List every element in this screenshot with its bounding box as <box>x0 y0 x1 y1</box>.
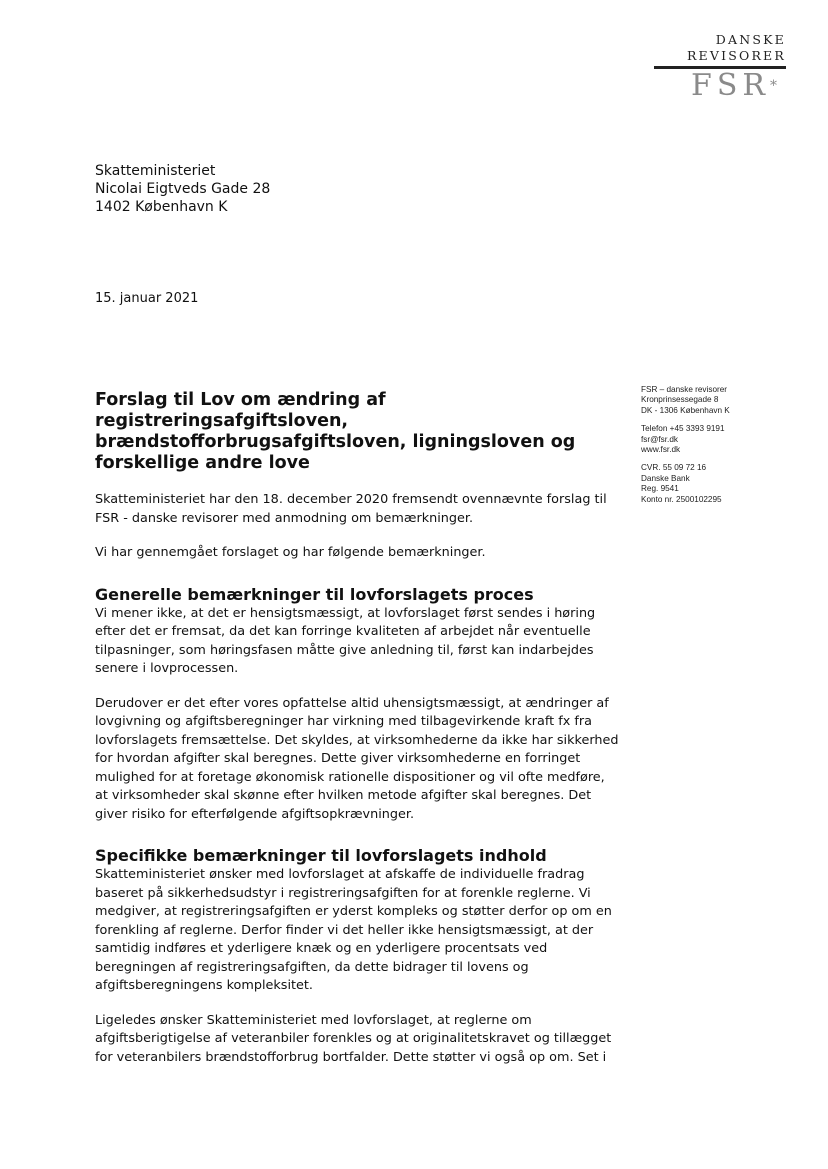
sender-contact <box>641 424 730 455</box>
text-line: at virksomheder skal skønne efter hvilken metode afgifter skal beregnes. Det <box>95 788 592 803</box>
sender-phone: Telefon +45 3393 9191 <box>641 424 725 434</box>
logo-mark <box>654 68 782 103</box>
text-line: Skatteministeriet har den 18. december 2020 fremsendt ovennævnte forslag til <box>95 492 607 507</box>
text-line: giver risiko for efterfølgende afgiftsopkrævninger. <box>95 806 415 822</box>
text-line: lovgivning og afgiftsberegninger har virkning med tilbagevirkende kraft fx fra <box>95 714 592 729</box>
title-line: registreringsafgiftsloven, <box>95 411 349 431</box>
sender-line: Konto nr. 2500102295 <box>641 494 722 504</box>
text-line: FSR - danske revisorer med anmodning om bemærkninger. <box>95 510 474 526</box>
text-line: forenkling af reglerne. Derfor finder vi det heller ikke hensigtsmæssigt, at der <box>95 922 594 938</box>
sender-line: CVR. 55 09 72 16 <box>641 463 707 473</box>
sender-website: www.fsr.dk <box>641 445 681 455</box>
text-line: mulighed for at foretage økonomisk rationelle dispositioner og vil ofte medføre, <box>95 769 605 785</box>
sender-address <box>641 385 730 416</box>
body-paragraph <box>95 605 625 679</box>
logo-star-icon: * <box>770 78 782 94</box>
text-line: Skatteministeriet ønsker med lovforslaget at afskaffe de individuelle fradrag <box>95 867 585 882</box>
sender-info <box>641 385 730 513</box>
text-line: lovforslagets fremsættelse. Det skyldes, at virksomhederne da ikke har sikkerhed <box>95 732 619 748</box>
text-line: for veteranbilers brændstofforbrug bortfalder. Dette støtter vi også op om. Set i <box>95 1049 607 1065</box>
recipient-line: Skatteministeriet <box>95 163 216 179</box>
section-heading-content: Specifikke bemærkninger til lovforslagets indhold <box>95 846 547 865</box>
text-line: Vi mener ikke, at det er hensigtsmæssigt, at lovforslaget først sendes i høring <box>95 605 596 621</box>
logo-line-danske: DANSKE <box>715 32 786 47</box>
sender-line: Reg. 9541 <box>641 484 679 494</box>
title-line: Forslag til Lov om ændring af <box>95 390 386 410</box>
document-title <box>95 390 625 474</box>
text-line: afgiftsberigtigelse af veteranbiler forenkles og at originalitetskravet og tillægget <box>95 1031 612 1046</box>
sender-line: Danske Bank <box>641 473 690 483</box>
body-paragraph <box>95 866 625 996</box>
text-line: samtidig indføres et yderligere knæk og en yderligere procentsats ved <box>95 941 548 956</box>
intro-paragraph <box>95 544 625 563</box>
recipient-line: Nicolai Eigtveds Gade 28 <box>95 181 271 197</box>
title-line: brændstofforbrugsafgiftsloven, ligningsloven og <box>95 432 576 452</box>
text-line: Ligeledes ønsker Skatteministeriet med lovforslaget, at reglerne om <box>95 1012 532 1028</box>
text-line: medgiver, at registreringsafgiften er yderst kompleks og støtter derfor op om en <box>95 904 612 919</box>
logo-line-revisorer: REVISORER <box>686 48 786 63</box>
body-paragraph <box>95 695 625 825</box>
text-line: beregningen af registreringsafgiften, da dette bidrager til lovens og <box>95 959 529 975</box>
sender-line: FSR – danske revisorer <box>641 385 728 394</box>
recipient-address <box>95 162 270 216</box>
text-line: efter det er fremsat, da det kan forringe kvaliteten af arbejdet når eventuelle <box>95 624 591 639</box>
title-line: forskellige andre love <box>95 453 310 473</box>
text-line: tilpasninger, som høringsfasen måtte give anledning til, først kan indarbejdes <box>95 642 594 658</box>
sender-line: DK - 1306 København K <box>641 405 730 415</box>
logo-fsr-text: FSR <box>691 68 770 103</box>
text-line: for hvordan afgifter skal beregnes. Dette giver virksomhederne en forringet <box>95 751 581 766</box>
text-line: Derudover er det efter vores opfattelse altid uhensigtsmæssigt, at ændringer af <box>95 695 609 711</box>
section-heading-process: Generelle bemærkninger til lovforslagets proces <box>95 584 534 604</box>
recipient-line: 1402 København K <box>95 199 228 215</box>
letter-body <box>95 390 625 1083</box>
sender-line: Kronprinsessegade 8 <box>641 395 719 405</box>
text-line: senere i lovprocessen. <box>95 661 239 676</box>
text-line: baseret på sikkerhedsudstyr i registreringsafgiften for at forenkle reglerne. Vi <box>95 885 591 901</box>
text-line: Vi har gennemgået forslaget og har følgende bemærkninger. <box>95 545 486 560</box>
body-paragraph <box>95 1012 625 1068</box>
sender-email: fsr@fsr.dk <box>641 434 678 444</box>
intro-paragraph <box>95 491 625 528</box>
text-line: afgiftsberegningens kompleksitet. <box>95 978 313 993</box>
letter-date: 15. januar 2021 <box>95 291 199 306</box>
fsr-logo <box>654 32 786 101</box>
sender-bank <box>641 463 730 505</box>
